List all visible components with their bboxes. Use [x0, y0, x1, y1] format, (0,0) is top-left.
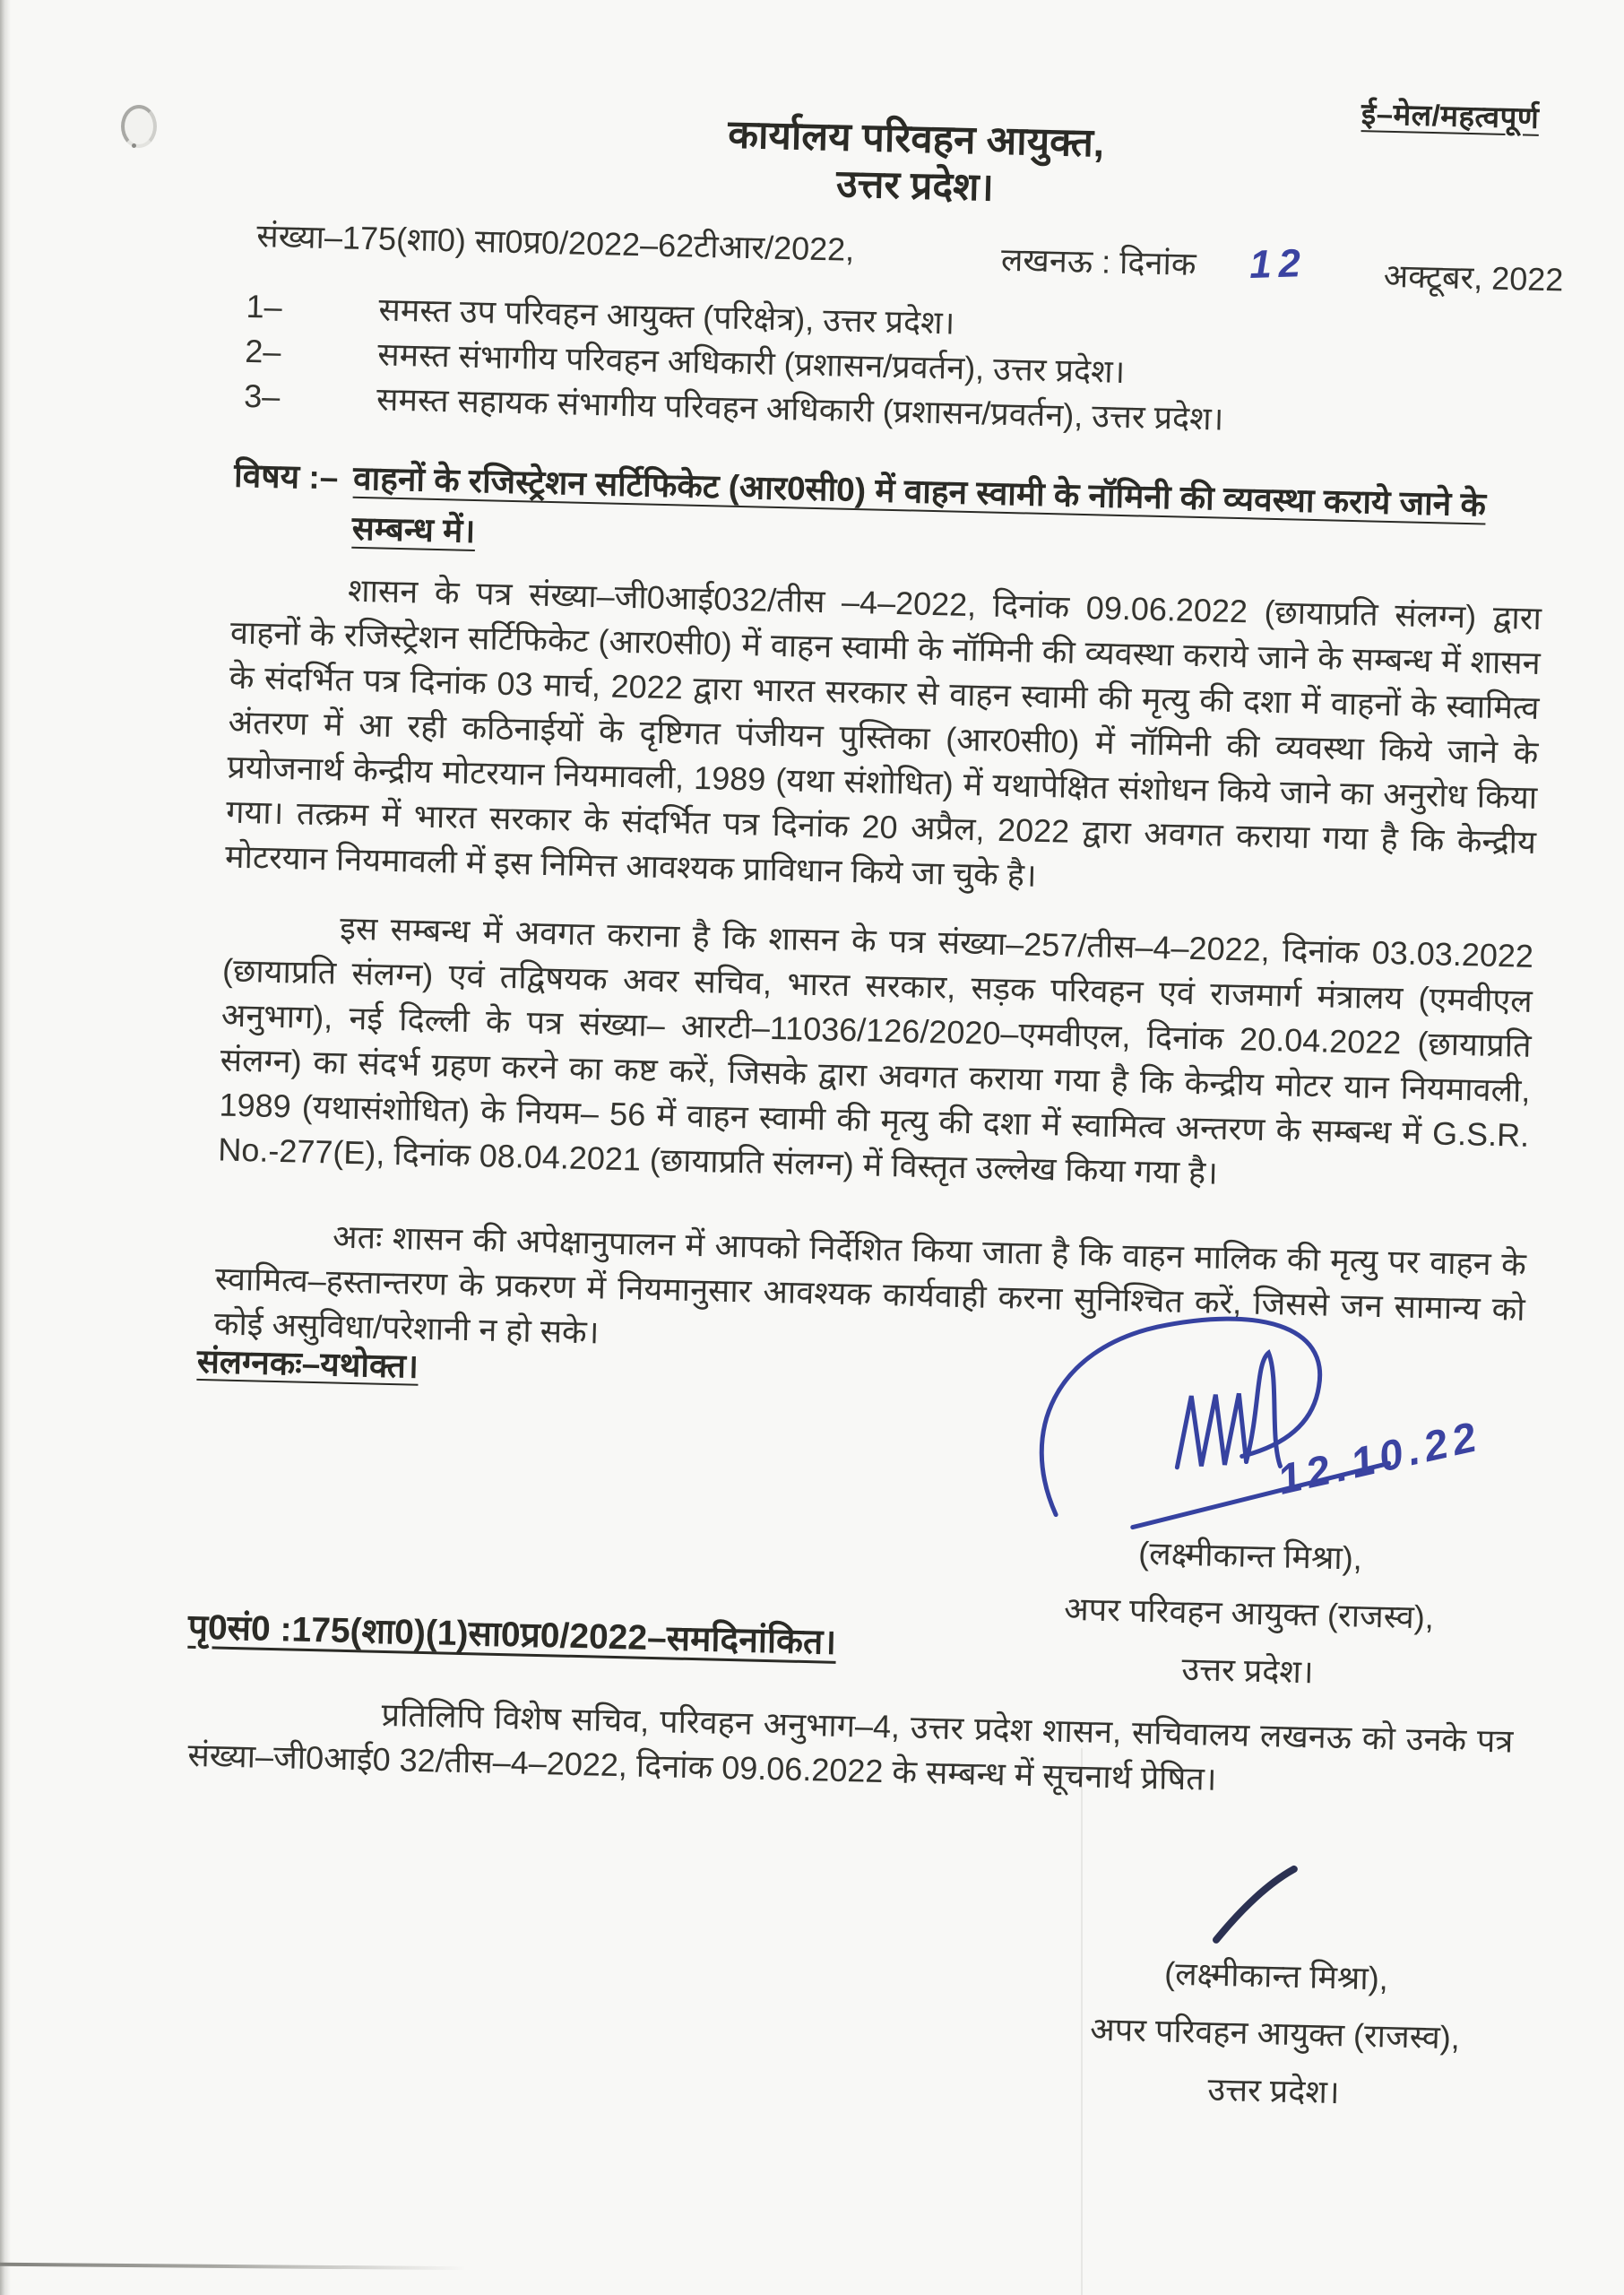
signature-block-top [996, 1296, 1507, 1705]
office-state: उत्तर प्रदेश। [835, 162, 995, 210]
enclosure-note: संलग्नकः–यथोक्त। [196, 1342, 419, 1385]
body-paragraph-3: अतः शासन की अपेक्षानुपालन में आपको निर्देशित किया जाता है कि वाहन मालिक की मृत्यु पर वाहन के स्वामित्व–हस्तान्तरण के प्रकरण में नियमानुसार आवश्यक कार्यवाही करना सुनिश्चित करें, जिससे जन सामान्य को कोई असुविधा/परेशानी न हो सके। [213, 1217, 1527, 1351]
email-important-tag: ई–मेल/महत्वपूर्ण [1361, 97, 1540, 134]
signatory-designation: अपर परिवहन आयुक्त (राजस्व), [1089, 2010, 1461, 2057]
subject-block [232, 451, 1553, 583]
subject-label: विषय :– [233, 456, 339, 497]
subject-text: वाहनों के रजिस्ट्रेशन सर्टिफिकेट (आर0सी0) में वाहन स्वामी के नॉमिनी की व्यवस्था कराये जाने के सम्बन्ध में। [351, 459, 1487, 550]
addressee-text: समस्त सहायक संभागीय परिवहन अधिकारी (प्रशासन/प्रवर्तन), उत्तर प्रदेश। [376, 380, 1224, 437]
addressee-index: 2– [244, 332, 281, 370]
handwritten-signature-date: 12.10.22 [1273, 1411, 1486, 1503]
signatory-name: (लक्ष्मीकान्त मिश्रा), [1137, 1534, 1363, 1577]
signatory-state: उत्तर प्रदेश। [1207, 2070, 1341, 2111]
addressee-index: 1– [246, 287, 283, 325]
letterhead [706, 111, 1124, 214]
handwritten-day: 12 [1248, 241, 1309, 287]
letter-number: संख्या–175(शा0) सा0प्र0/2022–62टीआर/2022, [255, 217, 855, 268]
copy-forwarded-note: प्रतिलिपि विशेष सचिव, परिवहन अनुभाग–4, उत्तर प्रदेश शासन, सचिवालय लखनऊ को उनके पत्र संख्या–जी0आई0 32/तीस–4–2022, दिनांक 09.06.2022 के सम्बन्ध में सूचनार्थ प्रेषित। [187, 1695, 1514, 1797]
body-paragraph-1: शासन के पत्र संख्या–जी0आई032/तीस –4–2022, दिनांक 09.06.2022 (छायाप्रति संलग्न) द्वारा वाहनों के रजिस्ट्रेशन सर्टिफिकेट (आर0सी0) में वाहन स्वामी के नॉमिनी की व्यवस्था कराये जाने के सम्बन्ध में शासन के संदर्भित पत्र दिनांक 03 मार्च, 2022 द्वारा भारत सरकार से वाहन स्वामी की मृत्यु की दशा में वाहनों के स्वामित्व अंतरण में आ रही कठिनाईयों के दृष्टिगत पंजीयन पुस्तिका (आर0सी0) में नॉमिनी की व्यवस्था किये जाने के प्रयोजनार्थ केन्द्रीय मोटरयान नियमावली, 1989 (यथा संशोधित) में यथापेक्षित संशोधन किये जाने का अनुरोध किया गया। तत्क्रम में भारत सरकार के संदर्भित पत्र दिनांक 20 अप्रैल, 2022 द्वारा अवगत कराया गया है कि केन्द्रीय मोटरयान नियमावली में इस निमित्त आवश्यक प्राविधान किये जा चुके है। [224, 571, 1542, 894]
place-date-label: लखनऊ : दिनांक [1000, 240, 1196, 282]
addressee-text: समस्त संभागीय परिवहन अधिकारी (प्रशासन/प्रवर्तन), उत्तर प्रदेश। [376, 335, 1126, 391]
signature-block-bottom [1022, 1857, 1530, 2126]
handwritten-signature [1000, 1296, 1507, 1534]
signatory-name: (लक्ष्मीकान्त मिश्रा), [1163, 1954, 1389, 1997]
endorsement-number: पृ0सं0 :175(शा0)(1)सा0प्र0/2022–समदिनांकित। [187, 1607, 837, 1662]
addressee-text: समस्त उप परिवहन आयुक्त (परिक्षेत्र), उत्तर प्रदेश। [378, 290, 955, 342]
office-name: कार्यालय परिवहन आयुक्त, [727, 112, 1105, 166]
addressee-list [244, 283, 1227, 441]
signatory-lines [996, 1521, 1501, 1705]
reference-row [256, 212, 1602, 298]
signatory-designation: अपर परिवहन आयुक्त (राजस्व), [1063, 1589, 1435, 1636]
month-year: अक्टूबर, 2022 [1383, 256, 1564, 299]
signatory-lines [1022, 1942, 1527, 2126]
body-paragraph-2: इस सम्बन्ध में अवगत कराना है कि शासन के पत्र संख्या–257/तीस–4–2022, दिनांक 03.03.2022 (छायाप्रति संलग्न) एवं तद्विषयक अवर सचिव, भारत सरकार, सड़क परिवहन एवं राजमार्ग मंत्रालय (एमवीएल अनुभाग), नई दिल्ली के पत्र संख्या– आरटी–11036/126/2020–एमवीएल, दिनांक 20.04.2022 (छायाप्रति संलग्न) का संदर्भ ग्रहण करने का कष्ट करें, जिसके द्वारा अवगत कराया गया है कि केन्द्रीय मोटर यान नियमावली, 1989 (यथासंशोधित) के नियम– 56 में वाहन स्वामी की मृत्यु की दशा में स्वामित्व अन्तरण के सम्बन्ध में G.S.R. No.-277(E), दिनांक 08.04.2021 (छायाप्रति संलग्न) में विस्तृत उल्लेख किया गया है। [217, 909, 1534, 1191]
signatory-state: उत्तर प्रदेश। [1181, 1650, 1315, 1691]
addressee-index: 3– [243, 377, 281, 415]
handwritten-initial-stroke [1026, 1857, 1530, 1953]
letter-body [213, 566, 1542, 1401]
